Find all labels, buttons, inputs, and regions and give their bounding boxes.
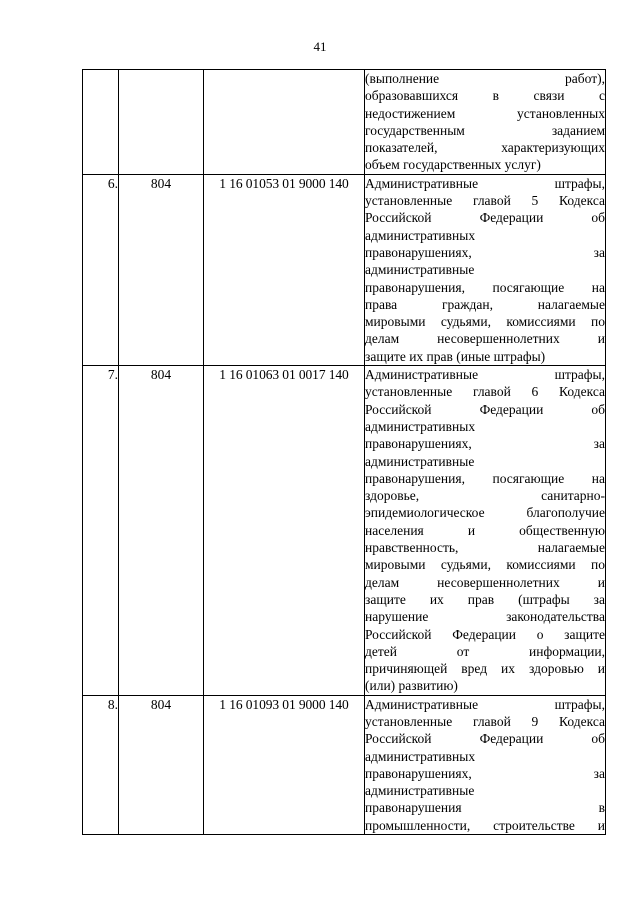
table-row (83, 70, 606, 175)
row-number: 8. (83, 695, 119, 834)
description-line: административных (365, 748, 476, 764)
description-line: недостижением установленных (365, 105, 605, 121)
description-line: (или) развитию) (365, 678, 458, 694)
row-number: 6. (83, 174, 119, 365)
table-row (83, 366, 606, 696)
administrator-code (119, 70, 204, 175)
description-line: мировыми судьями, комиссиями по (365, 314, 605, 330)
administrator-code: 804 (119, 174, 204, 365)
budget-classification-code: 1 16 01053 01 9000 140 (204, 174, 365, 365)
description-line: правонарушениях, за (365, 765, 605, 781)
revenue-description (365, 366, 606, 696)
description-line: государственным заданием (365, 122, 605, 138)
row-number (83, 70, 119, 175)
description-line: установленные главой 5 Кодекса (365, 193, 605, 209)
description-line: Российской Федерации об (365, 401, 605, 417)
description-line: административных (365, 227, 476, 243)
description-line: правонарушениях, за (365, 244, 605, 260)
row-number: 7. (83, 366, 119, 696)
administrator-code: 804 (119, 366, 204, 696)
description-line: Административные штрафы, (365, 175, 605, 191)
table-row (83, 695, 606, 834)
budget-code-table (82, 69, 606, 835)
revenue-description (365, 174, 606, 365)
description-line: мировыми судьями, комиссиями по (365, 557, 605, 573)
description-line: административные (365, 453, 475, 469)
budget-classification-code: 1 16 01093 01 9000 140 (204, 695, 365, 834)
description-line: Российской Федерации об (365, 210, 605, 226)
description-line: правонарушения, посягающие на (365, 279, 605, 295)
description-line: правонарушениях, за (365, 436, 605, 452)
description-line: Административные штрафы, (365, 696, 605, 712)
description-line: установленные главой 9 Кодекса (365, 713, 605, 729)
description-line: эпидемиологическое благополучие (365, 505, 605, 521)
description-line: права граждан, налагаемые (365, 296, 605, 312)
budget-classification-code: 1 16 01063 01 0017 140 (204, 366, 365, 696)
description-line: административные (365, 783, 475, 799)
description-line: делам несовершеннолетних и (365, 331, 605, 347)
description-line: Российской Федерации об (365, 731, 605, 747)
description-line: показателей, характеризующих (365, 140, 605, 156)
description-line: защите их прав (иные штрафы) (365, 348, 546, 364)
description-line: правонарушения в (365, 800, 605, 816)
description-line: нарушение законодательства (365, 609, 605, 625)
description-line: административные (365, 262, 475, 278)
page-number: 41 (313, 39, 327, 54)
description-line: детей от информации, (365, 643, 605, 659)
revenue-description (365, 70, 606, 175)
description-line: Российской Федерации о защите (365, 626, 605, 642)
description-line: административных (365, 418, 476, 434)
description-line: населения и общественную (365, 522, 605, 538)
description-line: объем государственных услуг) (365, 157, 541, 173)
table-row (83, 174, 606, 365)
description-line: правонарушения, посягающие на (365, 470, 605, 486)
description-line: здоровье, санитарно- (365, 488, 605, 504)
description-line: Административные штрафы, (365, 367, 605, 383)
description-line: причиняющей вред их здоровью и (365, 661, 605, 677)
budget-classification-code (204, 70, 365, 175)
description-line: защите их прав (штрафы за (365, 591, 605, 607)
description-line: установленные главой 6 Кодекса (365, 384, 605, 400)
description-line: промышленности, строительстве и (365, 817, 605, 833)
description-line: делам несовершеннолетних и (365, 574, 605, 590)
description-line: нравственность, налагаемые (365, 540, 605, 556)
administrator-code: 804 (119, 695, 204, 834)
description-line: (выполнение работ), (365, 71, 605, 86)
description-line: образовавшихся в связи с (365, 88, 605, 104)
revenue-description (365, 695, 606, 834)
